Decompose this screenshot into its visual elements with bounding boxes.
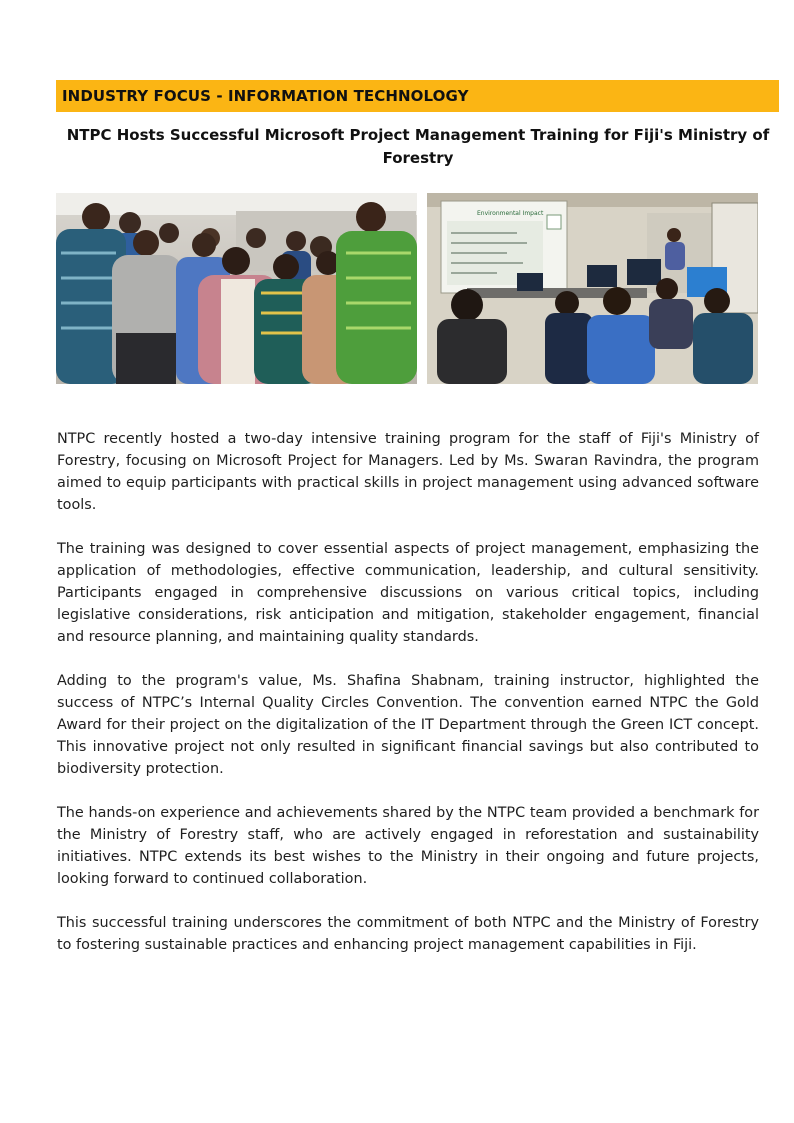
training-room-photo xyxy=(427,193,758,384)
training-room-illustration xyxy=(427,193,758,384)
section-banner xyxy=(56,80,779,112)
paragraph-gold-award: Adding to the program's value, Ms. Shafina Shabnam, training instructor, highlighted the success of NTPC’s Internal Quality Circles Convention. The convention earned NTPC the Gold Award for their project on the digitalization of the IT Department through the Green ICT concept. This innovative project not only resulted in significant financial savings but also contributed to biodiversity protection. xyxy=(57,673,759,777)
paragraph-training-scope: The training was designed to cover essential aspects of project management, emphasizing the application of methodologies, effective communication, leadership, and cultural sensitivity. Participants engaged in comprehensive discussions on various critical topics, including legislative considerations, risk anticipation and mitigation, stakeholder engagement, financial and resource planning, and maintaining quality standards. xyxy=(57,541,759,645)
slide-title: Environmental Impact xyxy=(477,210,544,217)
section-label: INDUSTRY FOCUS - INFORMATION TECHNOLOGY xyxy=(62,87,469,105)
paragraph-intro: NTPC recently hosted a two-day intensive training program for the staff of Fiji's Ministry of Forestry, focusing on Microsoft Project for Managers. Led by Ms. Swaran Ravindra, the program aimed to equip participants with practical skills in project management using advanced software tools. xyxy=(57,431,759,513)
group-photo xyxy=(56,193,417,384)
paragraph-benchmark: The hands-on experience and achievements shared by the NTPC team provided a benchmark for the Ministry of Forestry staff, who are actively engaged in reforestation and sustainability initiatives. NTPC extends its best wishes to the Ministry in their ongoing and future projects, looking forward to continued collaboration. xyxy=(57,805,759,887)
group-photo-illustration xyxy=(56,193,417,384)
paragraph-conclusion: This successful training underscores the commitment of both NTPC and the Ministry of Forestry to fostering sustainable practices and enhancing project management capabilities in Fiji. xyxy=(57,915,759,953)
article-body xyxy=(57,428,759,978)
article-headline: NTPC Hosts Successful Microsoft Project Management Training for Fiji's Ministry of Forestry xyxy=(66,126,770,167)
